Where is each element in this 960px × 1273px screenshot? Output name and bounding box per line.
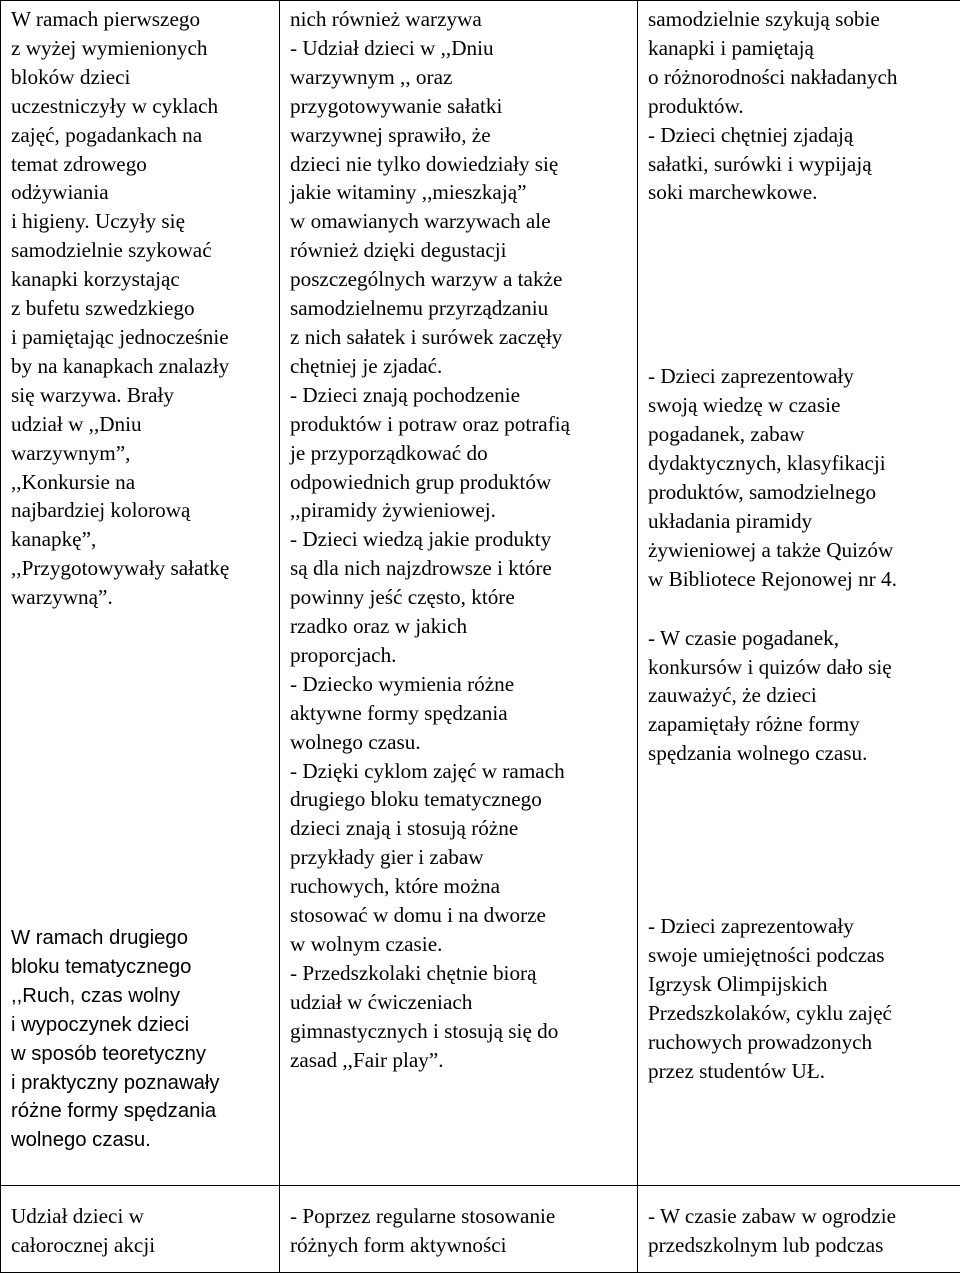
text-line: warzywnym”, [11,439,273,468]
text-line: produktów i potraw oraz potrafią [290,410,631,439]
text-line: w sposób teoretyczny [11,1040,273,1069]
text-line: pogadanek, zabaw [648,420,954,449]
text-line: swoje umiejętności podczas [648,941,954,970]
text-line: chętniej je zjadać. [290,352,631,381]
text-line: samodzielnie szykować [11,236,273,265]
text-line: wolnego czasu. [290,728,631,757]
text-line: dydaktycznych, klasyfikacji [648,449,954,478]
text-line: samodzielnie szykują sobie [648,5,954,34]
text-line: Igrzysk Olimpijskich [648,970,954,999]
text-line: - Dzieci wiedzą jakie produkty [290,525,631,554]
text-block [648,362,954,593]
text-line: ,,piramidy żywieniowej. [290,496,631,525]
text-line: całorocznej akcji [11,1231,273,1260]
text-line: warzywnym ,, oraz [290,63,631,92]
text-line: ruchowych, które można [290,872,631,901]
text-line: - Dzieci zaprezentowały [648,362,954,391]
text-block [648,912,954,1085]
text-block [11,5,273,612]
text-line: bloków dzieci [11,63,273,92]
text-line: z nich sałatek i surówek zaczęły [290,323,631,352]
text-line: najbardziej kolorową [11,496,273,525]
text-line: gimnastycznych i stosują się do [290,1017,631,1046]
text-line: - W czasie pogadanek, [648,624,954,653]
text-line: z wyżej wymienionych [11,34,273,63]
text-line: o różnorodności nakładanych [648,63,954,92]
text-line: kanapki i pamiętają [648,34,954,63]
text-line: ,,Konkursie na [11,468,273,497]
text-line: zauważyć, że dzieci [648,681,954,710]
text-line: różnych form aktywności [290,1231,631,1260]
text-line: uczestniczyły w cyklach [11,92,273,121]
text-line: i pamiętając jednocześnie [11,323,273,352]
text-line: temat zdrowego [11,150,273,179]
column-activities [1,1186,280,1273]
text-line: przykłady gier i zabaw [290,843,631,872]
text-line: przez studentów UŁ. [648,1057,954,1086]
text-line: powinny jeść często, które [290,583,631,612]
text-line: się warzywa. Brały [11,381,273,410]
text-line: - Dzieci znają pochodzenie [290,381,631,410]
text-line: również dzięki degustacji [290,236,631,265]
text-line: - Przedszkolaki chętnie biorą [290,959,631,988]
text-line: zapamiętały różne formy [648,710,954,739]
text-line: ruchowych prowadzonych [648,1028,954,1057]
text-line: ,,Ruch, czas wolny [11,982,273,1011]
text-line: - Udział dzieci w ,,Dniu [290,34,631,63]
text-block [11,924,273,1155]
text-line: produktów. [648,92,954,121]
text-line: poszczególnych warzyw a także [290,265,631,294]
text-line: dzieci znają i stosują różne [290,814,631,843]
text-line: - Dzieci zaprezentowały [648,912,954,941]
text-line: Przedszkolaków, cyklu zajęć [648,999,954,1028]
text-block [290,1202,631,1260]
text-line: rzadko oraz w jakich [290,612,631,641]
text-line: i wypoczynek dzieci [11,1011,273,1040]
text-block [290,5,631,1075]
text-line: odżywiania [11,178,273,207]
text-line: nich również warzywa [290,5,631,34]
text-line: odpowiednich grup produktów [290,468,631,497]
text-line: - Dzieci chętniej zjadają [648,121,954,150]
column-activities [1,1,280,1186]
text-line: - Dziecko wymienia różne [290,670,631,699]
text-block [648,624,954,769]
table-row [1,1186,960,1273]
text-line: przedszkolnym lub podczas [648,1231,954,1260]
text-line: różne formy spędzania [11,1097,273,1126]
text-line: je przyporządkować do [290,439,631,468]
text-line: dzieci nie tylko dowiedziały się [290,150,631,179]
column-outcomes [280,1186,638,1273]
text-line: są dla nich najzdrowsze i które [290,554,631,583]
text-line: proporcjach. [290,641,631,670]
text-line: kanapki korzystając [11,265,273,294]
text-line: układania piramidy [648,507,954,536]
text-line: aktywne formy spędzania [290,699,631,728]
text-line: W ramach drugiego [11,924,273,953]
table-row [1,1,960,1186]
text-line: soki marchewkowe. [648,178,954,207]
text-block [648,5,954,207]
text-line: jakie witaminy ,,mieszkają” [290,178,631,207]
text-line: i higieny. Uczyły się [11,207,273,236]
text-line: udział w ,,Dniu [11,410,273,439]
text-line: W ramach pierwszego [11,5,273,34]
text-line: ,,Przygotowywały sałatkę [11,554,273,583]
text-line: kanapkę”, [11,525,273,554]
text-line: zasad ,,Fair play”. [290,1046,631,1075]
text-line: - Poprzez regularne stosowanie [290,1202,631,1231]
text-line: w omawianych warzywach ale [290,207,631,236]
text-line: z bufetu szwedzkiego [11,294,273,323]
text-line: wolnego czasu. [11,1126,273,1155]
text-line: żywieniowej a także Quizów [648,536,954,565]
text-line: bloku tematycznego [11,953,273,982]
text-line: udział w ćwiczeniach [290,988,631,1017]
text-line: swoją wiedzę w czasie [648,391,954,420]
text-line: stosować w domu i na dworze [290,901,631,930]
column-outcomes [280,1,638,1186]
text-line: warzywnej sprawiło, że [290,121,631,150]
text-line: konkursów i quizów dało się [648,653,954,682]
text-line: samodzielnemu przyrządzaniu [290,294,631,323]
text-block [11,1202,273,1260]
text-line: w wolnym czasie. [290,930,631,959]
text-line: Udział dzieci w [11,1202,273,1231]
text-line: sałatki, surówki i wypijają [648,150,954,179]
text-block [648,1202,954,1260]
text-line: drugiego bloku tematycznego [290,785,631,814]
text-line: przygotowywanie sałatki [290,92,631,121]
text-line: spędzania wolnego czasu. [648,739,954,768]
text-line: - W czasie zabaw w ogrodzie [648,1202,954,1231]
text-line: warzywną”. [11,583,273,612]
text-line: zajęć, pogadankach na [11,121,273,150]
column-evaluation [638,1,960,1186]
text-line: - Dzięki cyklom zajęć w ramach [290,757,631,786]
column-evaluation [638,1186,960,1273]
text-line: w Bibliotece Rejonowej nr 4. [648,565,954,594]
text-line: by na kanapkach znalazły [11,352,273,381]
text-line: i praktyczny poznawały [11,1069,273,1098]
text-line: produktów, samodzielnego [648,478,954,507]
